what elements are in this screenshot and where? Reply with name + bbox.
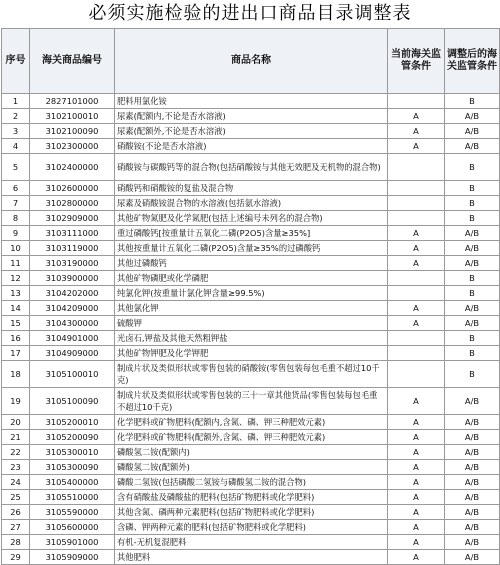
row-current-condition: A	[388, 256, 445, 271]
table-row	[2, 505, 500, 520]
row-current-condition	[388, 211, 445, 226]
row-name: 尿素及硝酸铵混合物的水溶液(包括氨水溶液)	[115, 196, 388, 211]
row-code: 3103900000	[30, 271, 115, 286]
row-number: 18	[2, 361, 30, 388]
row-name: 硝酸钙和硝酸铵的复盐及混合物	[115, 181, 388, 196]
row-code: 3103119000	[30, 241, 115, 256]
row-name: 其他矿物钾肥及化学钾肥	[115, 346, 388, 361]
table-row	[2, 301, 500, 316]
row-code: 3103190000	[30, 256, 115, 271]
row-current-condition: A	[388, 460, 445, 475]
row-name: 含有硝酸盐及磷酸盐的肥料(包括矿物肥料或化学肥料)	[115, 490, 388, 505]
row-name: 磷酸氢二铵(配额外)	[115, 460, 388, 475]
row-current-condition: A	[388, 430, 445, 445]
table-row	[2, 241, 500, 256]
table-header	[2, 29, 500, 94]
row-number: 1	[2, 94, 30, 109]
row-current-condition: A	[388, 124, 445, 139]
table-row	[2, 535, 500, 550]
table-row	[2, 226, 500, 241]
commodity-table	[1, 28, 500, 565]
row-number: 23	[2, 460, 30, 475]
row-number: 10	[2, 241, 30, 256]
row-current-condition: A	[388, 490, 445, 505]
row-current-condition: A	[388, 226, 445, 241]
table-row	[2, 490, 500, 505]
row-code: 3102300000	[30, 139, 115, 154]
table-row	[2, 460, 500, 475]
header-current: 当前海关监管条件	[388, 29, 445, 94]
row-code: 2827101000	[30, 94, 115, 109]
row-adjusted-condition: A/B	[445, 256, 500, 271]
header-row	[2, 29, 500, 94]
row-code: 3105590000	[30, 505, 115, 520]
row-adjusted-condition: A/B	[445, 124, 500, 139]
row-adjusted-condition: B	[445, 154, 500, 181]
row-adjusted-condition: A/B	[445, 460, 500, 475]
row-adjusted-condition: B	[445, 346, 500, 361]
header-no: 序号	[2, 29, 30, 94]
table-row	[2, 94, 500, 109]
row-name: 制成片状及类似形状或零售包装的三十一章其他货品(零售包装每包毛重不超过10千克)	[115, 388, 388, 415]
row-current-condition: A	[388, 520, 445, 535]
row-current-condition	[388, 271, 445, 286]
row-code: 3104209000	[30, 301, 115, 316]
table-row	[2, 181, 500, 196]
row-adjusted-condition: B	[445, 286, 500, 301]
row-adjusted-condition: A/B	[445, 505, 500, 520]
row-number: 6	[2, 181, 30, 196]
table-row	[2, 316, 500, 331]
header-adjusted: 调整后的海关监管条件	[445, 29, 500, 94]
row-adjusted-condition: A/B	[445, 445, 500, 460]
row-current-condition: A	[388, 241, 445, 256]
row-name: 其他肥料	[115, 550, 388, 565]
row-adjusted-condition: A/B	[445, 415, 500, 430]
row-adjusted-condition: B	[445, 196, 500, 211]
row-number: 29	[2, 550, 30, 565]
row-current-condition: A	[388, 535, 445, 550]
row-number: 25	[2, 490, 30, 505]
row-code: 3102800000	[30, 196, 115, 211]
table-row	[2, 109, 500, 124]
row-current-condition	[388, 331, 445, 346]
row-name: 含磷、钾两种元素的肥料(包括矿物肥料或化学肥料)	[115, 520, 388, 535]
row-code: 3102100090	[30, 124, 115, 139]
row-current-condition	[388, 286, 445, 301]
header-code: 海关商品编号	[30, 29, 115, 94]
row-name: 磷酸氢二铵(配额内)	[115, 445, 388, 460]
table-row	[2, 154, 500, 181]
header-name: 商品名称	[115, 29, 388, 94]
row-code: 3104901000	[30, 331, 115, 346]
row-name: 化学肥料或矿物肥料(配额外,含氮、磷、钾三种肥效元素)	[115, 430, 388, 445]
row-code: 3103111000	[30, 226, 115, 241]
row-code: 3102100010	[30, 109, 115, 124]
row-current-condition: A	[388, 505, 445, 520]
row-code: 3104300000	[30, 316, 115, 331]
row-code: 3105901000	[30, 535, 115, 550]
table-row	[2, 286, 500, 301]
table-row	[2, 388, 500, 415]
row-current-condition	[388, 346, 445, 361]
row-adjusted-condition: A/B	[445, 475, 500, 490]
row-adjusted-condition: A/B	[445, 535, 500, 550]
row-current-condition	[388, 94, 445, 109]
table-row	[2, 256, 500, 271]
row-current-condition: A	[388, 550, 445, 565]
row-number: 16	[2, 331, 30, 346]
table-row	[2, 430, 500, 445]
row-adjusted-condition: A/B	[445, 301, 500, 316]
page-title: 必须实施检验的进出口商品目录调整表	[88, 3, 412, 24]
row-name: 纯氯化钾(按重量计氯化钾含量≥99.5%)	[115, 286, 388, 301]
row-adjusted-condition: B	[445, 181, 500, 196]
row-number: 17	[2, 346, 30, 361]
row-current-condition: A	[388, 415, 445, 430]
row-name: 其他含氮、磷两种元素肥料(包括矿物肥料或化学肥料)	[115, 505, 388, 520]
row-adjusted-condition: B	[445, 331, 500, 346]
row-adjusted-condition: A/B	[445, 241, 500, 256]
row-current-condition	[388, 154, 445, 181]
row-adjusted-condition: A/B	[445, 139, 500, 154]
row-number: 27	[2, 520, 30, 535]
row-current-condition: A	[388, 316, 445, 331]
row-number: 9	[2, 226, 30, 241]
table-row	[2, 346, 500, 361]
row-number: 2	[2, 109, 30, 124]
row-number: 26	[2, 505, 30, 520]
row-number: 15	[2, 316, 30, 331]
row-code: 3104202000	[30, 286, 115, 301]
row-name: 硝酸铵与碳酸钙等的混合物(包括硝酸铵与其他无效肥及无机物的混合物)	[115, 154, 388, 181]
table-row	[2, 124, 500, 139]
row-code: 3105400000	[30, 475, 115, 490]
row-code: 3105909000	[30, 550, 115, 565]
table-row	[2, 196, 500, 211]
table-row	[2, 445, 500, 460]
row-name: 硫酸钾	[115, 316, 388, 331]
row-current-condition: A	[388, 139, 445, 154]
row-number: 20	[2, 415, 30, 430]
row-current-condition	[388, 181, 445, 196]
row-code: 3105300010	[30, 445, 115, 460]
row-code: 3102400000	[30, 154, 115, 181]
row-code: 3102909000	[30, 211, 115, 226]
row-number: 11	[2, 256, 30, 271]
row-current-condition	[388, 196, 445, 211]
row-current-condition	[388, 361, 445, 388]
row-name: 其他氯化钾	[115, 301, 388, 316]
table-row	[2, 271, 500, 286]
row-number: 7	[2, 196, 30, 211]
row-number: 4	[2, 139, 30, 154]
row-adjusted-condition: A/B	[445, 490, 500, 505]
row-name: 其他按重量计五氧化二磷(P2O5)含量≥35%的过磷酸钙	[115, 241, 388, 256]
row-code: 3105510000	[30, 490, 115, 505]
row-number: 3	[2, 124, 30, 139]
row-name: 尿素(配额外,不论是否水溶液)	[115, 124, 388, 139]
row-number: 19	[2, 388, 30, 415]
table-row	[2, 331, 500, 346]
row-adjusted-condition: B	[445, 271, 500, 286]
row-name: 制成片状及类似形状或零售包装的硝酸铵(零售包装每包毛重不超过10千克)	[115, 361, 388, 388]
row-number: 24	[2, 475, 30, 490]
row-name: 磷酸二氢铵(包括磷酸二氢铵与磷酸氢二铵的混合物)	[115, 475, 388, 490]
row-number: 5	[2, 154, 30, 181]
table-row	[2, 550, 500, 565]
row-name: 其他矿物磷肥或化学磷肥	[115, 271, 388, 286]
table-row	[2, 520, 500, 535]
table-row	[2, 211, 500, 226]
row-code: 3105600000	[30, 520, 115, 535]
row-number: 14	[2, 301, 30, 316]
row-name: 尿素(配额内,不论是否水溶液)	[115, 109, 388, 124]
table-body	[2, 94, 500, 565]
row-current-condition: A	[388, 109, 445, 124]
row-adjusted-condition: A/B	[445, 430, 500, 445]
row-adjusted-condition: A/B	[445, 316, 500, 331]
row-number: 21	[2, 430, 30, 445]
row-adjusted-condition: A/B	[445, 109, 500, 124]
row-code: 3105200090	[30, 430, 115, 445]
row-current-condition: A	[388, 445, 445, 460]
row-adjusted-condition: A/B	[445, 520, 500, 535]
table-row	[2, 361, 500, 388]
table-row	[2, 475, 500, 490]
row-name: 化学肥料或矿物肥料(配额内,含氮、磷、钾三种肥效元素)	[115, 415, 388, 430]
row-name: 光卤石,钾盐及其他天然粗钾盐	[115, 331, 388, 346]
row-code: 3105200010	[30, 415, 115, 430]
row-adjusted-condition: A/B	[445, 226, 500, 241]
row-name: 重过磷酸钙[按重量计五氧化二磷(P2O5)含量≥35%]	[115, 226, 388, 241]
row-current-condition: A	[388, 388, 445, 415]
row-current-condition: A	[388, 475, 445, 490]
row-adjusted-condition: B	[445, 211, 500, 226]
row-code: 3105100010	[30, 361, 115, 388]
row-number: 22	[2, 445, 30, 460]
table-row	[2, 139, 500, 154]
row-current-condition: A	[388, 301, 445, 316]
row-name: 有机-无机复混肥料	[115, 535, 388, 550]
row-adjusted-condition: B	[445, 361, 500, 388]
row-number: 28	[2, 535, 30, 550]
table-row	[2, 415, 500, 430]
row-adjusted-condition: A/B	[445, 550, 500, 565]
row-name: 硝酸铵(不论是否水溶液)	[115, 139, 388, 154]
row-code: 3105300090	[30, 460, 115, 475]
row-code: 3104909000	[30, 346, 115, 361]
row-name: 肥料用氯化铵	[115, 94, 388, 109]
row-name: 其他矿物氮肥及化学氮肥(包括上述编号未列名的混合物)	[115, 211, 388, 226]
row-code: 3102600000	[30, 181, 115, 196]
row-name: 其他过磷酸钙	[115, 256, 388, 271]
row-code: 3105100090	[30, 388, 115, 415]
row-number: 13	[2, 286, 30, 301]
row-adjusted-condition: A/B	[445, 388, 500, 415]
row-adjusted-condition: B	[445, 94, 500, 109]
row-number: 8	[2, 211, 30, 226]
row-number: 12	[2, 271, 30, 286]
